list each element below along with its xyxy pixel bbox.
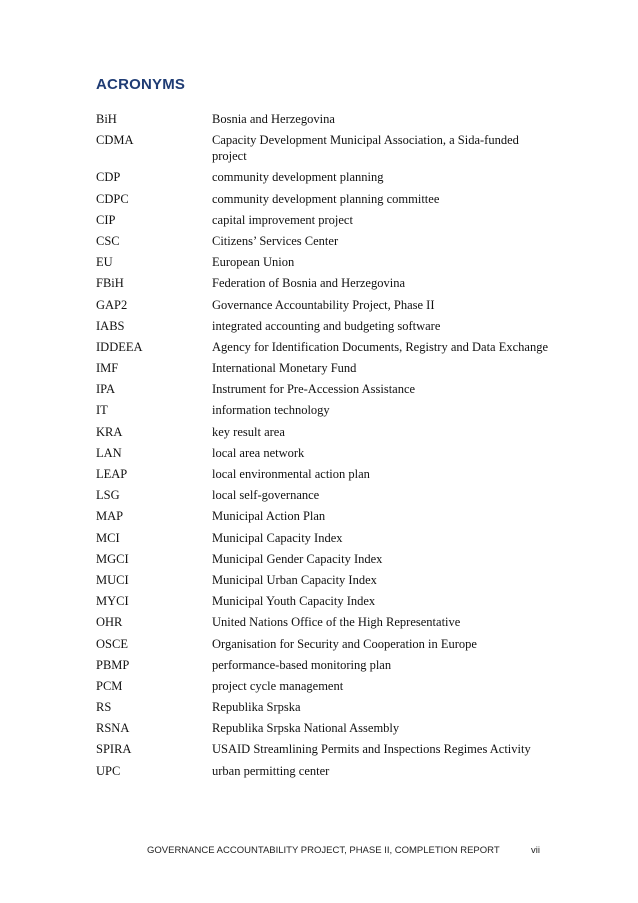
page-title: ACRONYMS bbox=[96, 76, 186, 93]
acronym-definition: Municipal Youth Capacity Index bbox=[212, 594, 376, 609]
acronym-definition: local self-governance bbox=[212, 488, 320, 503]
acronym-abbreviation: CSC bbox=[96, 233, 120, 248]
acronym-row bbox=[96, 508, 556, 524]
acronym-definition: Municipal Action Plan bbox=[212, 509, 326, 524]
acronym-abbreviation: OSCE bbox=[96, 636, 128, 651]
acronym-definition: local environmental action plan bbox=[212, 467, 370, 481]
acronym-row bbox=[96, 360, 556, 376]
acronym-definition: Municipal Capacity Index bbox=[212, 530, 343, 545]
acronym-row bbox=[96, 551, 556, 567]
acronym-abbreviation: EU bbox=[96, 255, 113, 270]
acronym-row bbox=[96, 297, 556, 313]
acronym-row bbox=[96, 402, 556, 418]
acronym-row bbox=[96, 318, 556, 334]
acronym-row bbox=[96, 339, 556, 355]
acronym-definition: performance-based monitoring plan bbox=[212, 657, 392, 672]
acronym-row bbox=[96, 169, 556, 185]
footer-page-number: vii bbox=[531, 845, 540, 856]
acronym-definition: integrated accounting and budgeting software bbox=[212, 318, 441, 333]
acronym-row bbox=[96, 487, 556, 503]
acronym-abbreviation: KRA bbox=[96, 424, 123, 439]
acronym-abbreviation: LEAP bbox=[96, 467, 128, 481]
acronym-abbreviation: CDP bbox=[96, 170, 121, 185]
acronym-definition: Instrument for Pre-Accession Assistance bbox=[212, 382, 416, 397]
acronym-abbreviation: MUCI bbox=[96, 572, 129, 587]
acronym-definition: Municipal Gender Capacity Index bbox=[212, 551, 383, 566]
acronym-abbreviation: IPA bbox=[96, 382, 115, 397]
acronym-definition: European Union bbox=[212, 255, 295, 270]
acronym-abbreviation: CDMA bbox=[96, 133, 134, 148]
acronym-abbreviation: MCI bbox=[96, 530, 120, 545]
acronym-definition: Municipal Urban Capacity Index bbox=[212, 572, 377, 587]
acronym-abbreviation: IT bbox=[96, 403, 108, 418]
acronym-abbreviation: BiH bbox=[96, 112, 117, 126]
acronym-abbreviation: LSG bbox=[96, 488, 120, 503]
acronym-definition: local area network bbox=[212, 445, 305, 460]
acronym-abbreviation: CDPC bbox=[96, 191, 129, 206]
acronym-abbreviation: PBMP bbox=[96, 657, 130, 672]
acronym-row bbox=[96, 763, 556, 779]
acronym-abbreviation: MGCI bbox=[96, 551, 129, 566]
acronym-definition: community development planning bbox=[212, 170, 384, 185]
acronym-abbreviation: PCM bbox=[96, 678, 123, 693]
acronym-abbreviation: FBiH bbox=[96, 276, 124, 291]
page-footer bbox=[147, 845, 547, 856]
acronym-definition: community development planning committee bbox=[212, 191, 440, 206]
acronym-abbreviation: OHR bbox=[96, 615, 123, 630]
acronym-abbreviation: UPC bbox=[96, 763, 121, 778]
acronym-row bbox=[96, 741, 556, 757]
acronym-definition: capital improvement project bbox=[212, 212, 353, 227]
acronym-definition: Organisation for Security and Cooperation in Europe bbox=[212, 636, 477, 651]
acronym-row bbox=[96, 657, 556, 673]
acronym-list bbox=[96, 111, 556, 784]
acronym-row bbox=[96, 275, 556, 291]
acronym-row bbox=[96, 466, 556, 482]
acronym-definition: International Monetary Fund bbox=[212, 361, 357, 376]
acronym-definition: Republika Srpska bbox=[212, 700, 301, 715]
acronym-definition: Citizens’ Services Center bbox=[212, 233, 339, 248]
acronym-definition: USAID Streamlining Permits and Inspections Regimes Activity bbox=[212, 742, 531, 757]
acronym-definition: Capacity Development Municipal Association, a Sida-funded project bbox=[212, 133, 519, 164]
acronym-row bbox=[96, 445, 556, 461]
acronym-definition: Bosnia and Herzegovina bbox=[212, 112, 335, 126]
acronym-row bbox=[96, 593, 556, 609]
acronym-row bbox=[96, 614, 556, 630]
acronym-definition: United Nations Office of the High Representative bbox=[212, 615, 461, 630]
acronym-row bbox=[96, 572, 556, 588]
acronym-abbreviation: RS bbox=[96, 700, 112, 715]
acronym-definition: project cycle management bbox=[212, 678, 344, 693]
acronym-definition: Federation of Bosnia and Herzegovina bbox=[212, 276, 405, 291]
acronym-row bbox=[96, 381, 556, 397]
acronym-row bbox=[96, 132, 556, 164]
acronym-definition: urban permitting center bbox=[212, 763, 330, 778]
acronym-abbreviation: RSNA bbox=[96, 721, 130, 736]
acronym-abbreviation: IDDEEA bbox=[96, 339, 143, 354]
acronym-abbreviation: LAN bbox=[96, 445, 122, 460]
acronym-row bbox=[96, 111, 556, 127]
acronym-row bbox=[96, 530, 556, 546]
acronym-row bbox=[96, 212, 556, 228]
acronym-abbreviation: CIP bbox=[96, 212, 116, 227]
acronym-row bbox=[96, 424, 556, 440]
acronym-definition: key result area bbox=[212, 424, 285, 439]
acronym-abbreviation: SPIRA bbox=[96, 742, 132, 757]
acronym-row bbox=[96, 636, 556, 652]
acronym-row bbox=[96, 191, 556, 207]
acronym-definition: Republika Srpska National Assembly bbox=[212, 721, 400, 736]
acronym-row bbox=[96, 233, 556, 249]
acronym-abbreviation: MAP bbox=[96, 509, 124, 524]
acronym-definition: Agency for Identification Documents, Registry and Data Exchange bbox=[212, 339, 548, 354]
acronym-row bbox=[96, 699, 556, 715]
acronym-abbreviation: IABS bbox=[96, 318, 125, 333]
acronym-definition: information technology bbox=[212, 403, 330, 418]
acronym-definition: Governance Accountability Project, Phase II bbox=[212, 297, 435, 312]
acronym-abbreviation: MYCI bbox=[96, 594, 129, 609]
acronym-row bbox=[96, 678, 556, 694]
footer-report-title: GOVERNANCE ACCOUNTABILITY PROJECT, PHASE II, COMPLETION REPORT bbox=[147, 845, 500, 856]
acronym-abbreviation: IMF bbox=[96, 361, 119, 376]
acronym-row bbox=[96, 720, 556, 736]
acronym-abbreviation: GAP2 bbox=[96, 297, 128, 312]
acronym-row bbox=[96, 254, 556, 270]
